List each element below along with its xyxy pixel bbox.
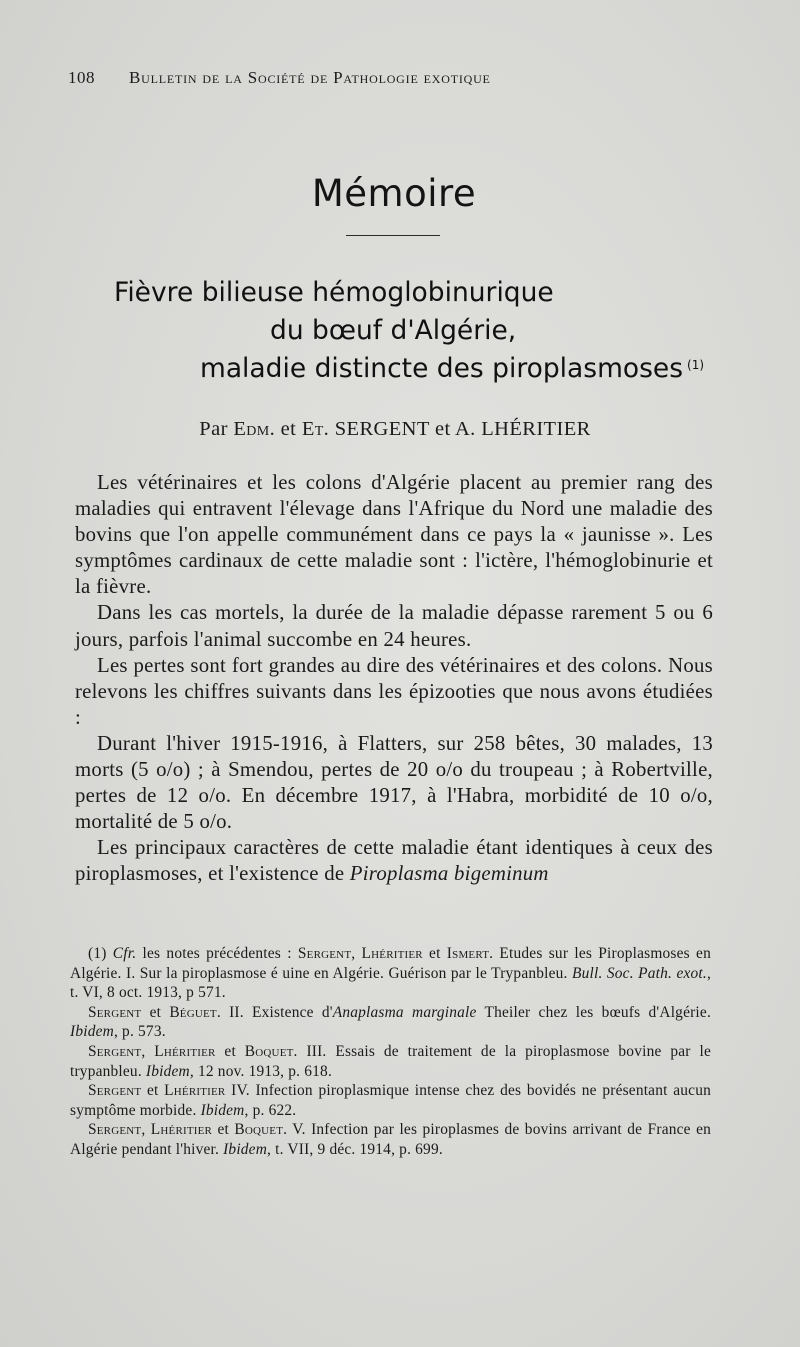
journal-title: Bulletin de la Société de Pathologie exotique bbox=[129, 68, 491, 87]
title-line-2: du bœuf d'Algérie, bbox=[270, 315, 517, 346]
footnotes bbox=[70, 944, 711, 1160]
section-heading: Mémoire bbox=[311, 172, 477, 215]
footnote-reference[interactable]: (1) bbox=[687, 358, 705, 372]
footnote-1-authors-a: Sergent, Lhéritier bbox=[297, 945, 423, 962]
title-line-1: Fièvre bilieuse hémoglobinurique bbox=[114, 277, 554, 308]
author-surname-2: A. LHÉRITIER bbox=[450, 418, 591, 440]
paragraph-3: Les pertes sont fort grandes au dire des vétérinaires et des colons. Nous relevons les chiffres suivants dans les épizooties que nous avons étudiées : bbox=[75, 653, 713, 729]
paragraph-4: Durant l'hiver 1915-1916, à Flatters, sur 258 bêtes, 30 malades, 13 morts (5 o/o) ; à Smendou, pertes de 20 o/o du troupeau ; à Robertville, pertes de 12 o/o. En décembre 1917, à l'Habra, morbidité de 10 o/o, mortalité de 5 o/o. bbox=[75, 731, 713, 834]
article-body bbox=[75, 470, 713, 888]
species-name: Piroplasma bigeminum bbox=[349, 862, 549, 886]
footnote-5-ibidem: Ibidem bbox=[223, 1140, 268, 1158]
footnote-1-authors-b: Ismert bbox=[446, 945, 490, 962]
footnote-2-text-d: , p. 573. bbox=[113, 1023, 166, 1041]
footnote-4-authors-b: Lhéritier bbox=[164, 1082, 226, 1100]
title-line-3 bbox=[114, 350, 754, 388]
footnote-2-text-c: Theiler chez les bœufs d'Algérie. bbox=[476, 1003, 711, 1021]
footnote-2-text-b: . II. Existence d' bbox=[216, 1003, 333, 1021]
footnote-1-text-a: les notes précédentes : bbox=[136, 945, 298, 962]
footnote-1-text-c: . Etudes sur les Piroplasmoses en Algérie. I. Sur la piroplasmose é uine en Algérie. Guérison par le Trypanbleu. bbox=[70, 945, 711, 982]
footnote-5-text-c: , t. VII, 9 déc. 1914, p. 699. bbox=[267, 1140, 443, 1158]
footnote-5 bbox=[70, 1120, 711, 1159]
author-par: Par bbox=[199, 418, 234, 440]
author-initial-2: Et. bbox=[301, 418, 330, 440]
footnote-3-ibidem: Ibidem, bbox=[145, 1062, 194, 1080]
footnote-5-text-a: et bbox=[212, 1121, 235, 1139]
footnote-1 bbox=[70, 944, 711, 1003]
footnote-1-text-b: et bbox=[422, 945, 447, 962]
footnote-1-journal: Bull. Soc. Path. exot. bbox=[572, 964, 707, 982]
footnote-1-number: (1) bbox=[88, 945, 113, 962]
author-surname-1: SERGENT bbox=[329, 418, 435, 440]
author-and-1: et bbox=[275, 418, 302, 440]
page-number: 108 bbox=[68, 68, 95, 87]
paragraph-1: Les vétérinaires et les colons d'Algérie placent au premier rang des maladies qui entravent l'élevage dans l'Afrique du Nord une maladie des bovins que l'on appelle communément dans ce pays la « jaunisse ». Les symptômes cardinaux de cette maladie sont : l'ictère, l'hémoglobinurie et la fièvre. bbox=[75, 471, 713, 599]
footnote-3 bbox=[70, 1042, 711, 1081]
footnote-5-text-b: . V. Infection par les piroplasmes de bovins arrivant de France en Algérie pendant l'hiver. bbox=[70, 1121, 711, 1158]
footnote-5-authors-b: Boquet bbox=[234, 1121, 284, 1139]
footnote-4-text-c: , p. 622. bbox=[244, 1101, 297, 1119]
footnote-4-authors-a: Sergent bbox=[88, 1082, 142, 1100]
footnote-2 bbox=[70, 1003, 711, 1042]
footnote-2-authors-a: Sergent bbox=[88, 1003, 142, 1021]
footnote-4 bbox=[70, 1081, 711, 1120]
footnote-4-ibidem: Ibidem bbox=[200, 1101, 245, 1119]
footnote-2-species: Anaplasma marginale bbox=[332, 1003, 477, 1021]
footnote-3-authors-a: Sergent, Lhéritier bbox=[88, 1042, 216, 1060]
author-initial-1: Edm. bbox=[233, 418, 276, 440]
footnote-1-text-d: , t. VI, 8 oct. 1913, p 571. bbox=[70, 964, 712, 1002]
footnote-2-ibidem: Ibidem bbox=[70, 1023, 114, 1041]
footnote-2-authors-b: Béguet bbox=[169, 1003, 217, 1021]
footnote-3-authors-b: Boquet bbox=[244, 1042, 294, 1060]
paragraph-5 bbox=[75, 835, 713, 887]
footnote-5-authors-a: Sergent, Lhéritier bbox=[88, 1121, 213, 1139]
article-title bbox=[114, 274, 754, 388]
divider-rule bbox=[346, 235, 440, 236]
footnote-4-text-a: et bbox=[141, 1082, 165, 1100]
footnote-2-text-a: et bbox=[141, 1003, 170, 1021]
footnote-3-text-a: et bbox=[215, 1042, 245, 1060]
author-and-2: et bbox=[434, 418, 451, 440]
footnote-3-text-c: 12 nov. 1913, p. 618. bbox=[193, 1062, 332, 1080]
running-head bbox=[68, 68, 708, 88]
paragraph-2: Dans les cas mortels, la durée de la maladie dépasse rarement 5 ou 6 jours, parfois l'animal succombe en 24 heures. bbox=[75, 601, 713, 651]
paragraph-5-text: Les principaux caractères de cette maladie étant identiques à ceux des piroplasmoses, et l'existence de bbox=[75, 836, 713, 886]
footnote-4-text-b: IV. Infection piroplasmique intense chez des bovidés ne présentant aucun symptôme morbide. bbox=[70, 1082, 711, 1119]
title-line-3-text: maladie distincte des piroplasmoses bbox=[200, 353, 684, 384]
footnote-3-text-b: . III. Essais de traitement de la piroplasmose bovine par le trypanbleu. bbox=[70, 1042, 711, 1080]
author-line bbox=[0, 418, 790, 441]
footnote-1-cfr: Cfr. bbox=[112, 945, 137, 962]
